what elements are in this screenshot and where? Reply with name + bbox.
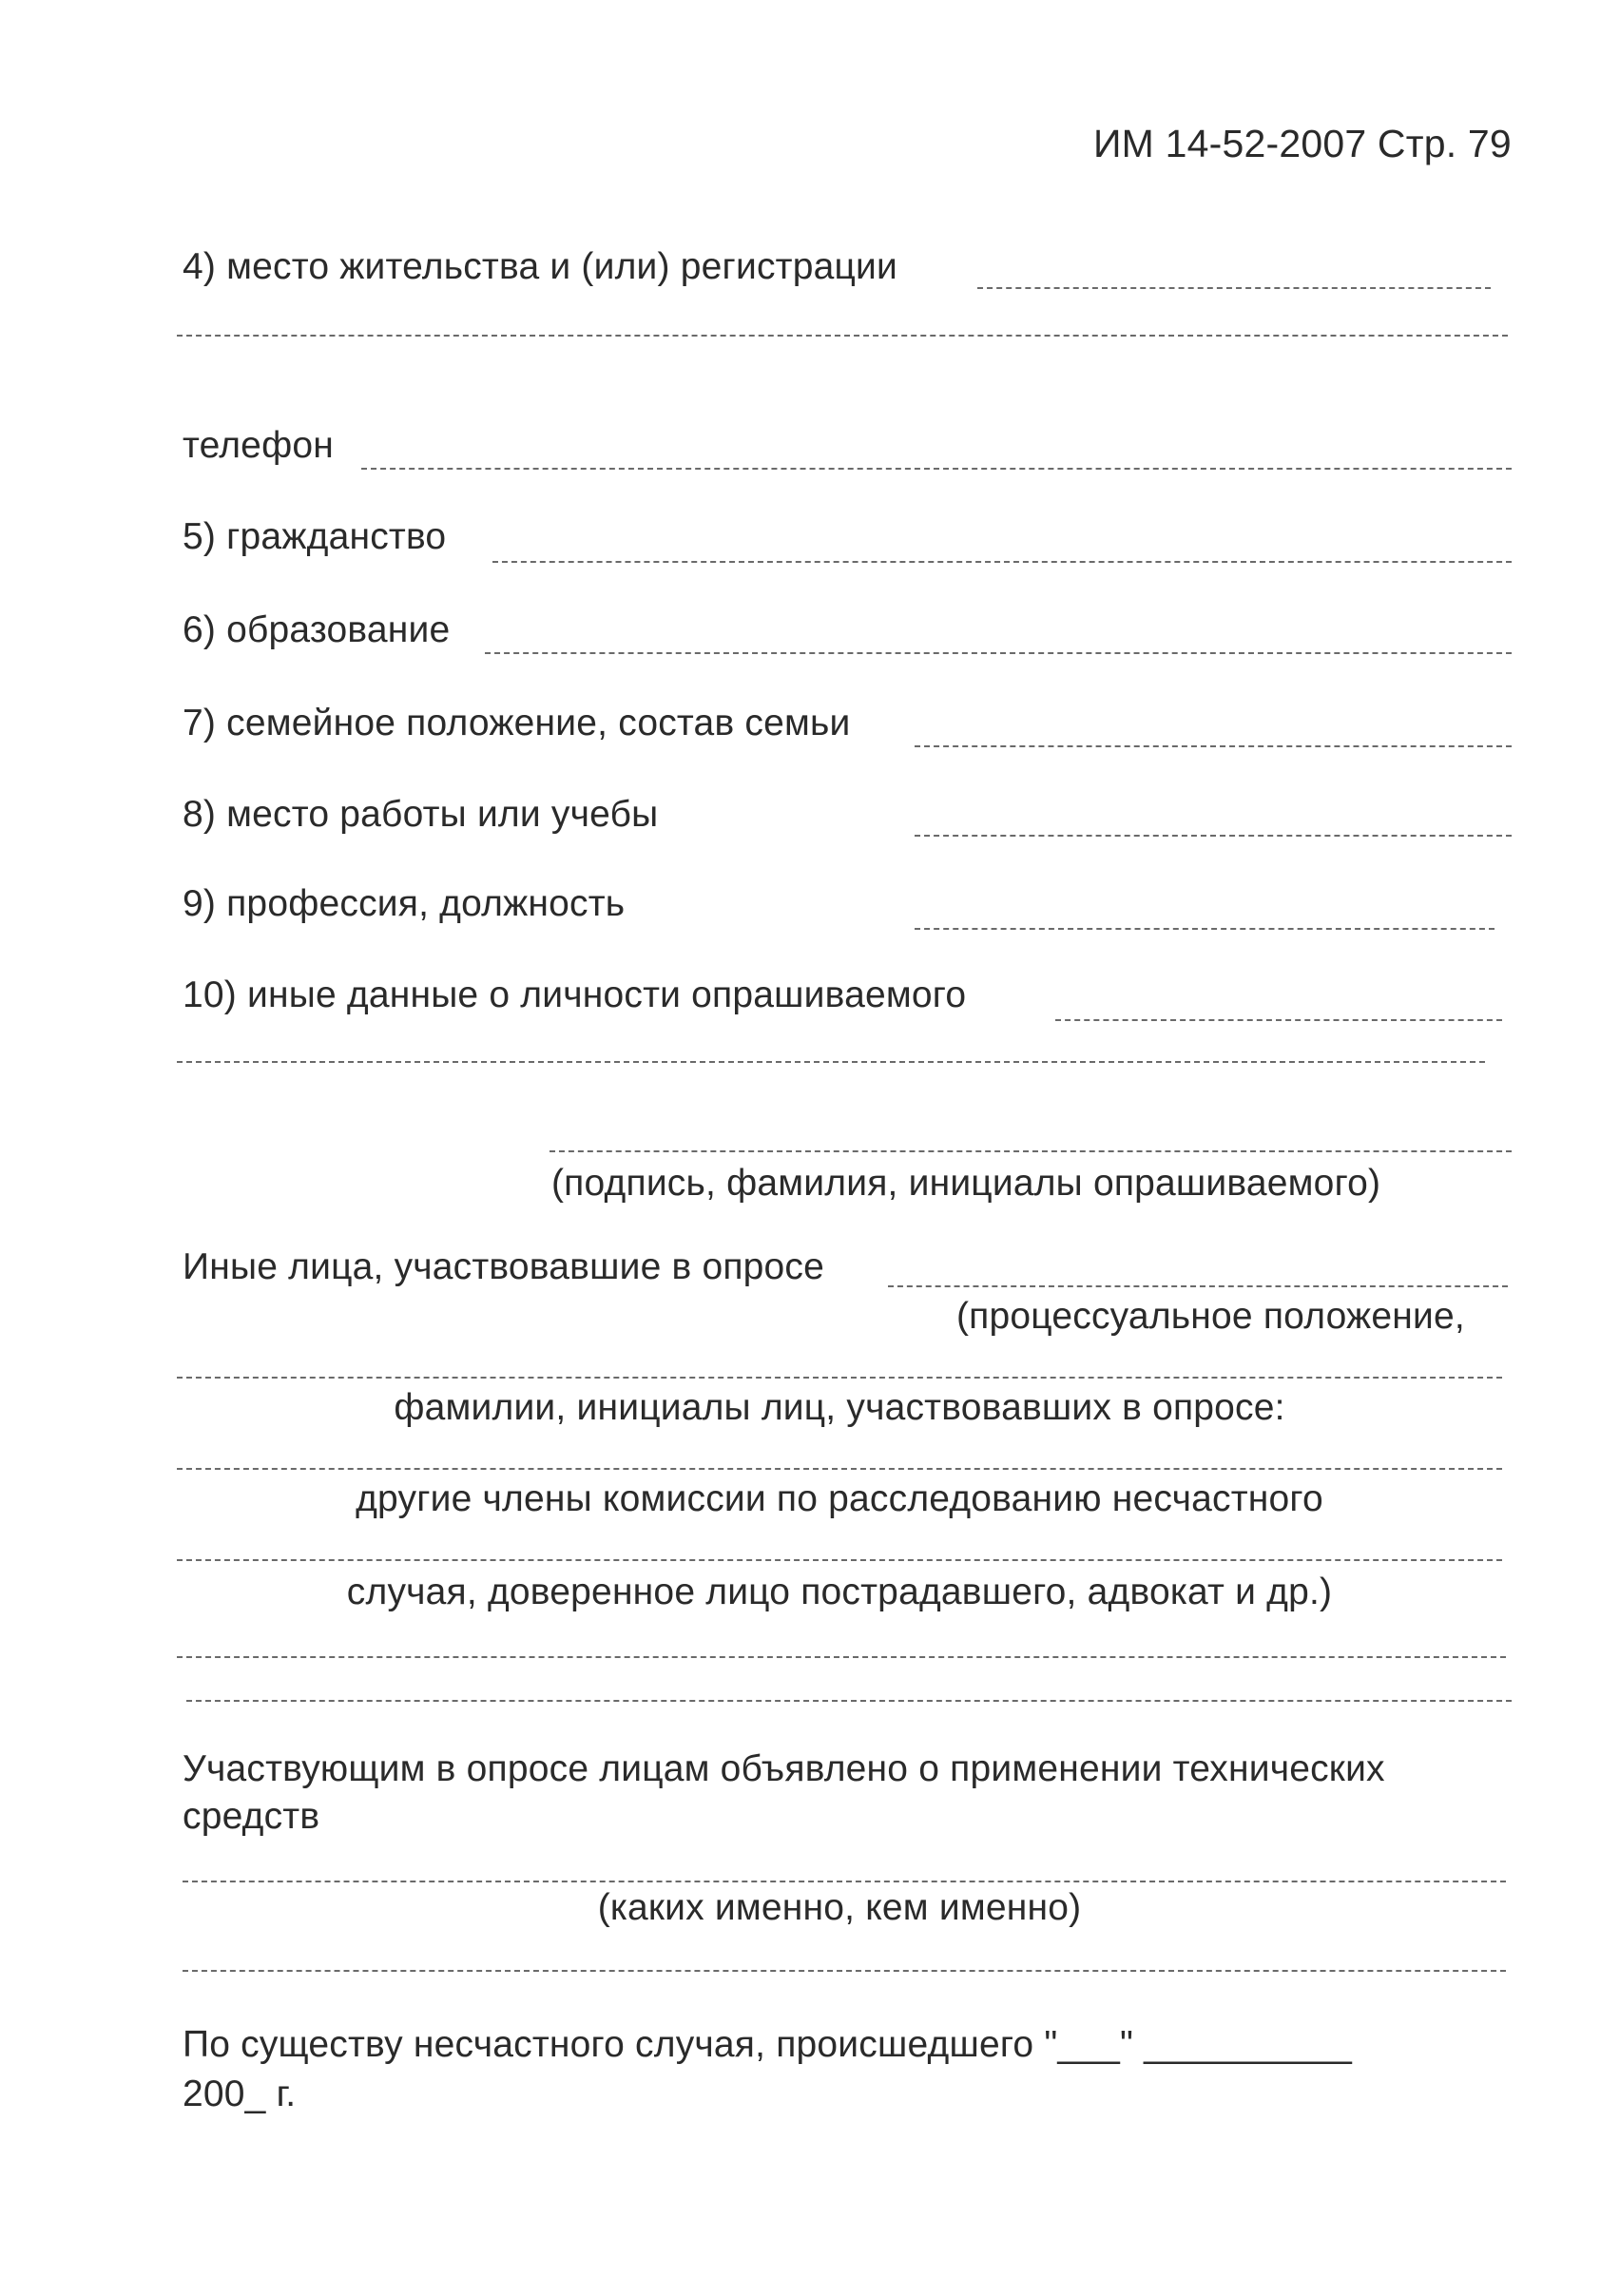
field-phone-line[interactable]	[361, 468, 1512, 470]
field-education-label: 6) образование	[183, 609, 451, 650]
field-family-line[interactable]	[915, 745, 1512, 747]
technical-means-caption: (каких именно, кем именно)	[597, 1887, 1082, 1928]
field-citizenship-label: 5) гражданство	[183, 516, 447, 557]
technical-means-line-2-blank[interactable]	[183, 1970, 1506, 1972]
field-phone-label: телефон	[183, 425, 334, 466]
technical-means-line-1: Участвующим в опросе лицам объявлено о применении технических	[183, 1748, 1385, 1789]
other-persons-line-6[interactable]	[186, 1700, 1512, 1702]
other-persons-hint-3: другие члены комиссии по расследованию несчастного	[356, 1478, 1323, 1519]
other-persons-label: Иные лица, участвовавшие в опросе	[183, 1246, 825, 1287]
other-persons-line-5[interactable]	[177, 1656, 1506, 1658]
other-persons-line-2[interactable]	[177, 1377, 1502, 1379]
field-other-data-line[interactable]	[1055, 1019, 1502, 1021]
field-family-label: 7) семейное положение, состав семьи	[183, 703, 851, 743]
essence-line-2: 200_ г.	[183, 2074, 297, 2114]
signature-line[interactable]	[550, 1150, 1512, 1152]
field-residence-line[interactable]	[977, 287, 1491, 289]
field-other-data-line-2[interactable]	[177, 1061, 1485, 1063]
other-persons-hint-1: (процессуальное положение,	[956, 1296, 1465, 1337]
other-persons-hint-4: случая, доверенное лицо пострадавшего, адвокат и др.)	[346, 1572, 1333, 1612]
signature-caption: (подпись, фамилия, инициалы опрашиваемого)	[551, 1163, 1381, 1204]
field-residence-label: 4) место жительства и (или) регистрации	[183, 246, 897, 287]
page-header: ИМ 14-52-2007 Стр. 79	[1093, 122, 1512, 165]
technical-means-line-2: средств	[183, 1796, 320, 1837]
other-persons-line-4[interactable]	[177, 1559, 1502, 1561]
field-education-line[interactable]	[485, 652, 1512, 654]
other-persons-hint-2: фамилии, инициалы лиц, участвовавших в опросе:	[394, 1387, 1285, 1428]
technical-means-line[interactable]	[183, 1881, 1506, 1882]
field-profession-line[interactable]	[915, 928, 1495, 930]
other-persons-line-3[interactable]	[177, 1468, 1502, 1470]
field-other-data-label: 10) иные данные о личности опрашиваемого	[183, 974, 967, 1015]
field-profession-label: 9) профессия, должность	[183, 883, 626, 924]
field-citizenship-line[interactable]	[492, 561, 1512, 563]
field-residence-line-2[interactable]	[177, 335, 1508, 337]
field-work-line[interactable]	[915, 835, 1512, 837]
essence-line-1: По существу несчастного случая, происшедшего "___" __________	[183, 2024, 1353, 2065]
field-work-label: 8) место работы или учебы	[183, 794, 659, 835]
other-persons-line[interactable]	[888, 1285, 1508, 1287]
